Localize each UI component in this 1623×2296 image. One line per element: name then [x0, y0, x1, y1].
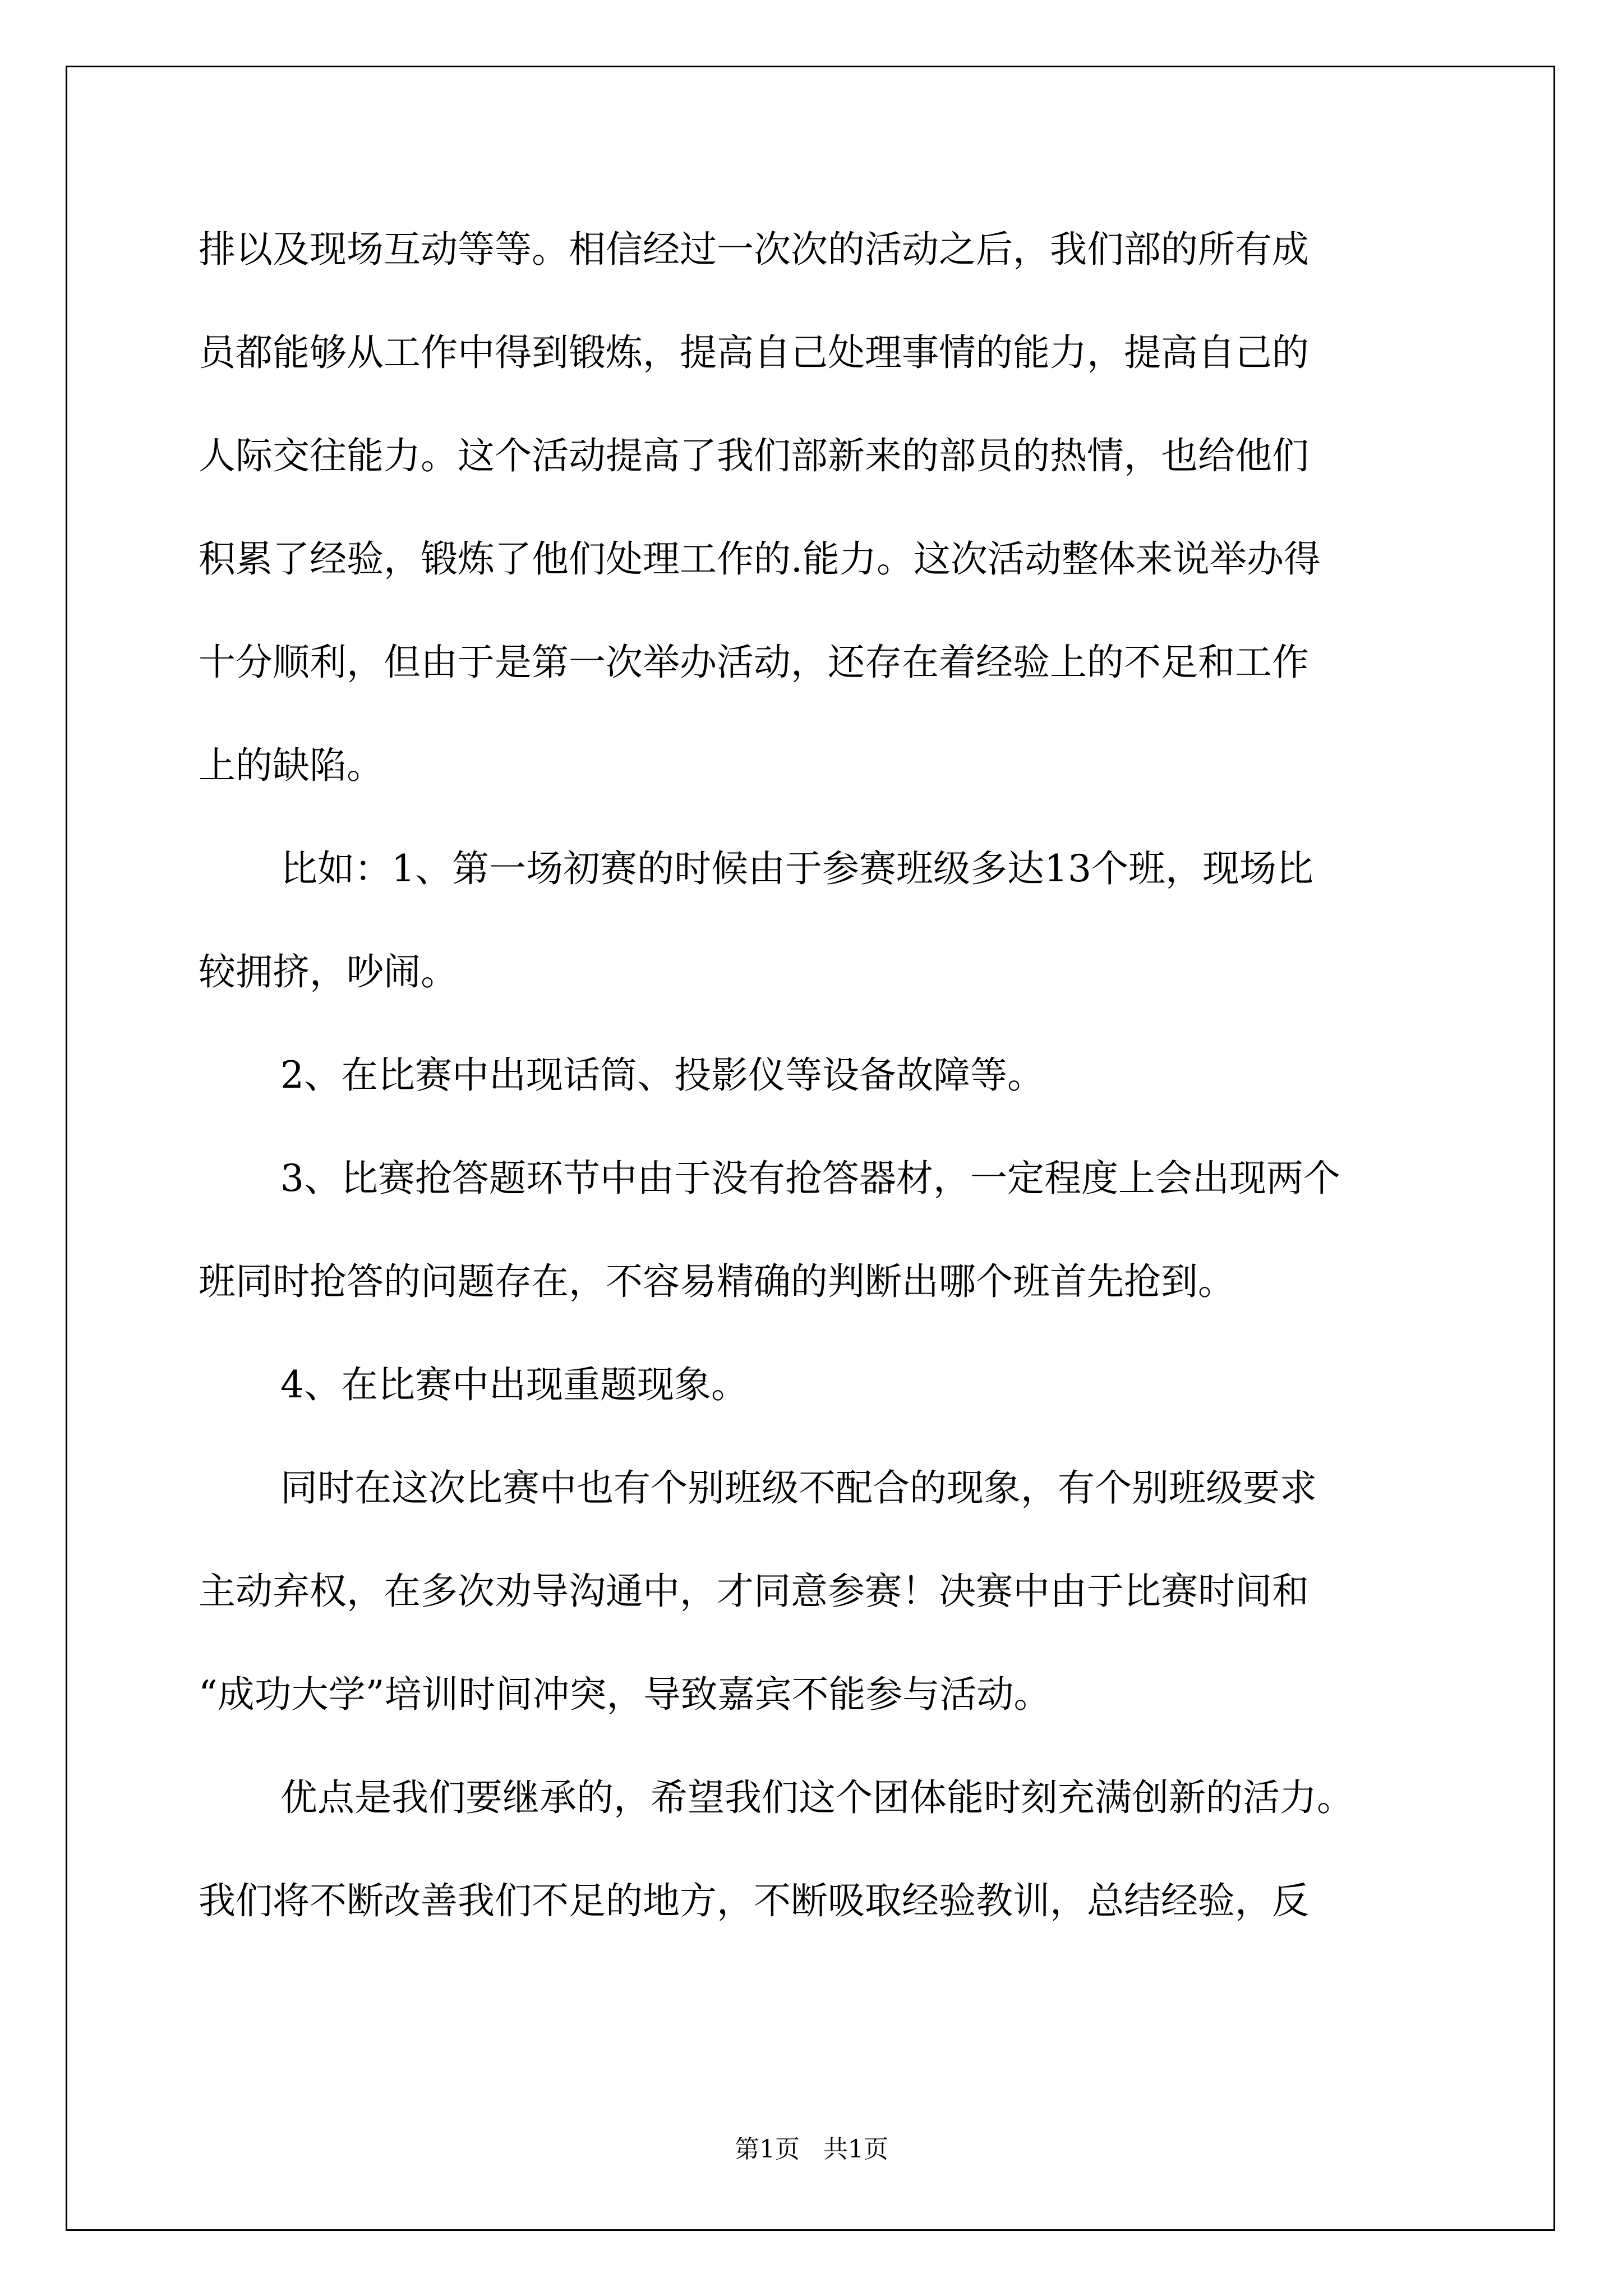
text-line: 较拥挤，吵闹。 — [199, 950, 458, 993]
paragraph-first-line: 比如：1、第一场初赛的时候由于参赛班级多达13个班，现场比 — [280, 847, 1313, 890]
text-line: 我们将不断改善我们不足的地方，不断吸取经验教训，总结经验，反 — [199, 1879, 1309, 1922]
text-line: 积累了经验，锻炼了他们处理工作的.能力。这次活动整体来说举办得 — [199, 537, 1321, 581]
paragraph-first-line: 2、在比赛中出现话筒、投影仪等设备故障等。 — [280, 1053, 1044, 1097]
paragraph-first-line: 4、在比赛中出现重题现象。 — [280, 1363, 748, 1406]
paragraph-first-line: 3、比赛抢答题环节中由于没有抢答器材，一定程度上会出现两个 — [280, 1157, 1340, 1200]
paragraph-first-line: 优点是我们要继承的，希望我们这个团体能时刻充满创新的活力。 — [280, 1776, 1354, 1819]
text-line: 人际交往能力。这个活动提高了我们部新来的部员的热情，也给他们 — [199, 434, 1309, 477]
page-number-footer: 第1页 共1页 — [735, 2135, 888, 2164]
text-line: 排以及现场互动等等。相信经过一次次的活动之后，我们部的所有成 — [199, 228, 1309, 271]
text-line: 十分顺利，但由于是第一次举办活动，还存在着经验上的不足和工作 — [199, 641, 1309, 684]
paragraph-first-line: 同时在这次比赛中也有个别班级不配合的现象，有个别班级要求 — [280, 1466, 1317, 1510]
text-line: 员都能够从工作中得到锻炼，提高自己处理事情的能力，提高自己的 — [199, 331, 1309, 374]
text-line: 班同时抢答的问题存在，不容易精确的判断出哪个班首先抢到。 — [199, 1260, 1235, 1303]
text-line: 主动弃权，在多次劝导沟通中，才同意参赛！决赛中由于比赛时间和 — [199, 1570, 1309, 1613]
text-line: “成功大学”培训时间冲突，导致嘉宾不能参与活动。 — [199, 1673, 1051, 1716]
text-line: 上的缺陷。 — [199, 744, 384, 787]
